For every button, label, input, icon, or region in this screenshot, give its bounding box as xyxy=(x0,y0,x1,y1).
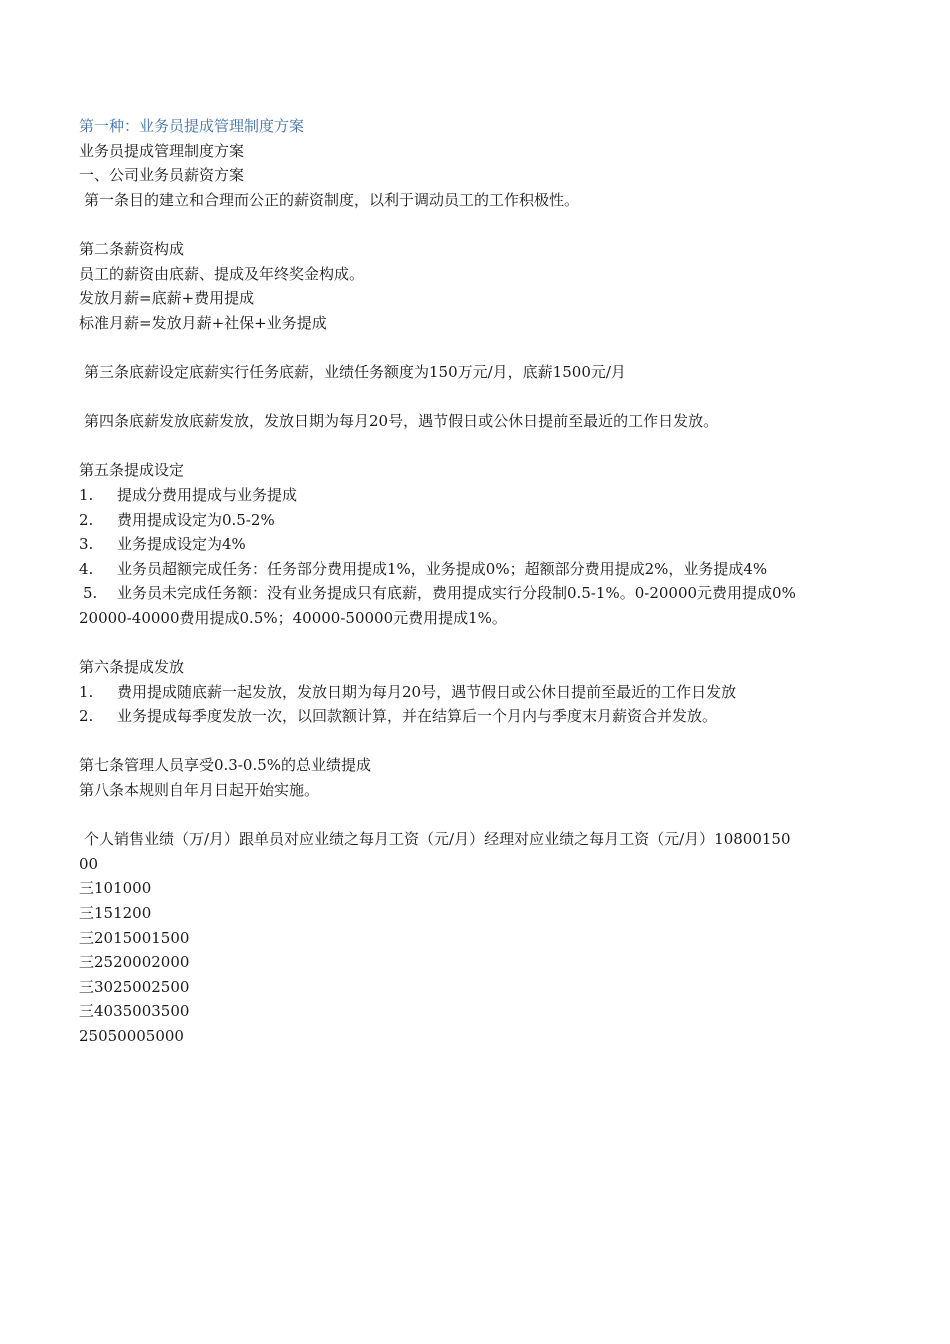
article-5-title: 第五条提成设定 xyxy=(79,461,185,480)
table-header-wrap: 00 xyxy=(79,854,99,873)
article-2-title: 第二条薪资构成 xyxy=(79,239,185,258)
section-heading-link[interactable]: 第一种：业务员提成管理制度方案 xyxy=(79,117,305,135)
table-row: 25050005000 xyxy=(79,1026,184,1045)
list-item xyxy=(79,704,879,729)
article-3: 第三条底薪设定底薪实行任务底薪，业绩任务额度为150万元/月，底薪1500元/月 xyxy=(84,362,626,381)
table-row: 三3025002500 xyxy=(79,977,190,996)
list-item-text: 业务提成每季度发放一次，以回款额计算，并在结算后一个月内与季度末月薪资合并发放。 xyxy=(117,707,718,726)
list-item-number: 2. xyxy=(79,510,94,529)
list-item xyxy=(79,581,879,606)
article-1: 第一条目的建立和合理而公正的薪资制度，以利于调动员工的工作积极性。 xyxy=(84,190,580,209)
list-item xyxy=(79,532,879,557)
table-row: 三4035003500 xyxy=(79,1002,190,1021)
list-item xyxy=(79,680,879,705)
list-item-text: 业务员超额完成任务：任务部分费用提成1%，业务提成0%；超额部分费用提成2%，业务提成4% xyxy=(117,559,768,578)
list-item-number: 1. xyxy=(79,485,94,504)
section-1-title: 一、公司业务员薪资方案 xyxy=(79,166,245,185)
list-item-number: 3. xyxy=(79,535,94,554)
article-8: 第八条本规则自年月日起开始实施。 xyxy=(79,781,320,800)
list-item-text: 提成分费用提成与业务提成 xyxy=(117,485,298,504)
list-item xyxy=(79,557,879,582)
list-item-text: 业务提成设定为4% xyxy=(117,535,246,554)
table-row: 三2015001500 xyxy=(79,928,190,947)
table-row: 三151200 xyxy=(79,904,152,922)
list-item xyxy=(79,483,879,508)
table-row: 三2520002000 xyxy=(79,953,190,972)
table-header-line: 个人销售业绩（万/月）跟单员对应业绩之每月工资（元/月）经理对应业绩之每月工资（元/月）10800150 xyxy=(84,830,791,849)
list-item-number: 5. xyxy=(83,584,98,603)
article-5-continuation: 20000-40000费用提成0.5%；40000-50000元费用提成1%。 xyxy=(79,608,507,627)
article-2-line-2: 发放月薪=底薪+费用提成 xyxy=(79,289,255,308)
list-item-number: 4. xyxy=(79,559,94,578)
article-6-title: 第六条提成发放 xyxy=(79,658,185,677)
article-2-line-1: 员工的薪资由底薪、提成及年终奖金构成。 xyxy=(79,264,365,283)
list-item-text: 业务员未完成任务额：没有业务提成只有底薪，费用提成实行分段制0.5-1%。0-20000元费用提成0% xyxy=(117,584,796,603)
list-item-text: 费用提成设定为0.5-2% xyxy=(117,510,275,529)
list-item xyxy=(79,508,879,533)
article-4: 第四条底薪发放底薪发放，发放日期为每月20号，遇节假日或公休日提前至最近的工作日发放。 xyxy=(84,412,719,431)
list-item-text: 费用提成随底薪一起发放，发放日期为每月20号，遇节假日或公休日提前至最近的工作日发放 xyxy=(117,682,737,701)
table-row: 三101000 xyxy=(79,879,152,898)
list-item-number: 2. xyxy=(79,707,94,726)
doc-title: 业务员提成管理制度方案 xyxy=(79,141,245,160)
list-item-number: 1. xyxy=(79,682,94,701)
document-page xyxy=(79,114,879,1049)
article-7: 第七条管理人员享受0.3-0.5%的总业绩提成 xyxy=(79,756,372,775)
article-2-line-3: 标准月薪=发放月薪+社保+业务提成 xyxy=(79,313,327,332)
